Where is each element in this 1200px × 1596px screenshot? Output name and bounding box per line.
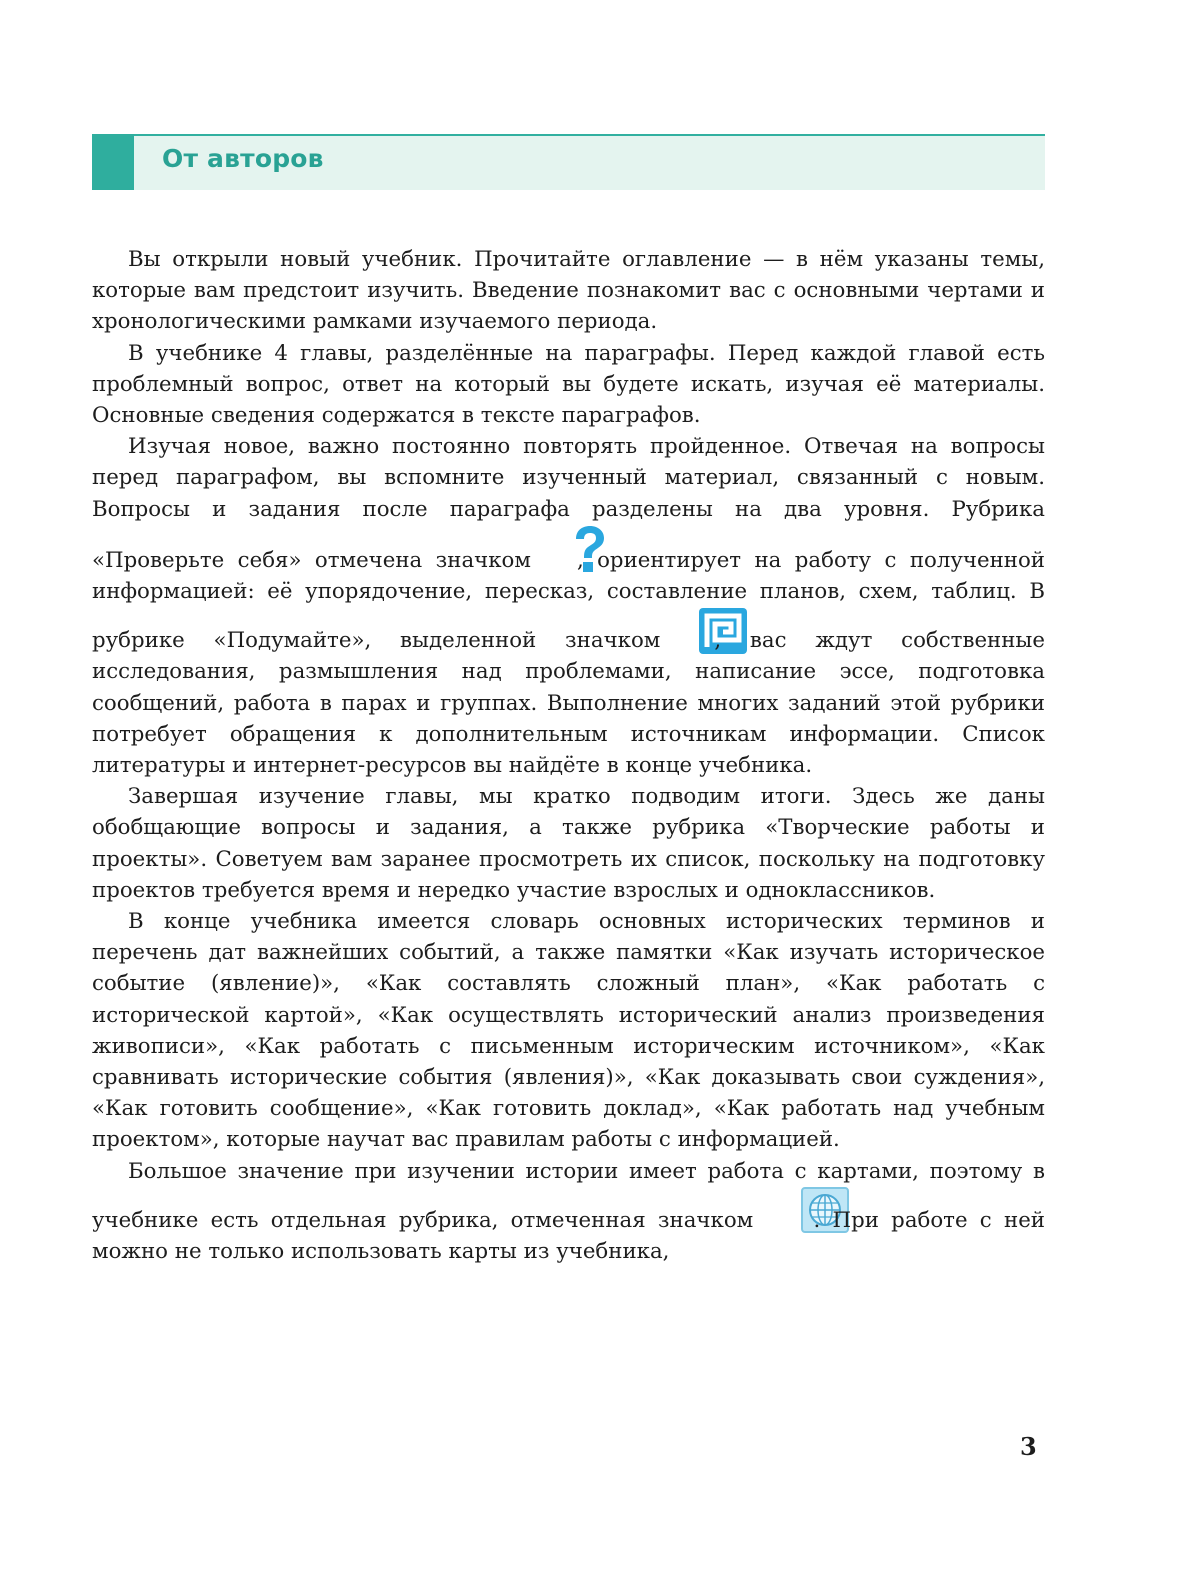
rubrics-text-part-1: Изучая новое, важно постоянно повторять пройденное. Отвечая на вопросы перед параграфом, вы вспомните изученный материал, связанный с новым. Вопросы и задания после параграфа разделены на два уровня. Рубрика «Проверьте себя» отмечена значком [92,434,1045,573]
maps-text-part-2: . При работе с ней можно не только использовать карты из учебника, [92,1207,1045,1265]
page-number: 3 [1020,1432,1037,1461]
question-mark-icon [535,525,573,573]
body-text [92,244,1045,1267]
paragraph-intro: Вы открыли новый учебник. Прочитайте оглавление — в нём указаны темы, которые вам предстоит изучить. Введение познакомит вас с основными чертами и хронологическими рамками изучаемого периода. [92,247,1045,335]
section-title: От авторов [162,144,324,173]
globe-icon [765,1187,813,1233]
section-header [92,134,1045,190]
spiral-icon [662,607,712,655]
rubrics-text-part-2: , ориентирует на работу с полученной информацией: её упорядочение, пересказ, составление планов, схем, таблиц. В рубрике «Подумайте», выделенной значком [92,547,1045,654]
header-accent-block [92,134,134,190]
maps-text-part-1: Большое значение при изучении истории имеет работа с картами, поэтому в учебнике есть отдельная рубрика, отмеченная значком [92,1158,1045,1233]
rubrics-text-part-3: , вас ждут собственные исследования, размышления над проблемами, написание эссе, подготовка сообщений, работа в парах и группах. Выполнение многих заданий этой рубрики потребует обращения к дополнительным источникам информации. Список литературы и интернет-ресурсов вы найдёте в конце учебника. [92,628,1045,779]
paragraph-rubrics [92,431,1045,781]
paragraph-maps [92,1156,1045,1268]
paragraph-glossary: В конце учебника имеется словарь основных исторических терминов и перечень дат важнейших событий, а также памятки «Как изучать историческое событие (явление)», «Как составлять сложный план», «Как работать с исторической картой», «Как осуществлять исторический анализ произведения живописи», «Как работать с письменным историческим источником», «Как сравнивать исторические события (явления)», «Как доказывать свои суждения», «Как готовить сообщение», «Как готовить доклад», «Как работать над учебным проектом», которые научат вас правилам работы с информацией. [92,909,1045,1153]
paragraph-chapters: В учебнике 4 главы, разделённые на параграфы. Перед каждой главой есть проблемный вопрос, ответ на который вы будете искать, изучая её материалы. Основные сведения содержатся в тексте параграфов. [92,340,1045,429]
paragraph-summary: Завершая изучение главы, мы кратко подводим итоги. Здесь же даны обобщающие вопросы и задания, а также рубрика «Творческие работы и проекты». Советуем вам заранее просмотреть их список, поскольку на подготовку проектов требуется время и нередко участие взрослых и одноклассников. [92,784,1045,903]
